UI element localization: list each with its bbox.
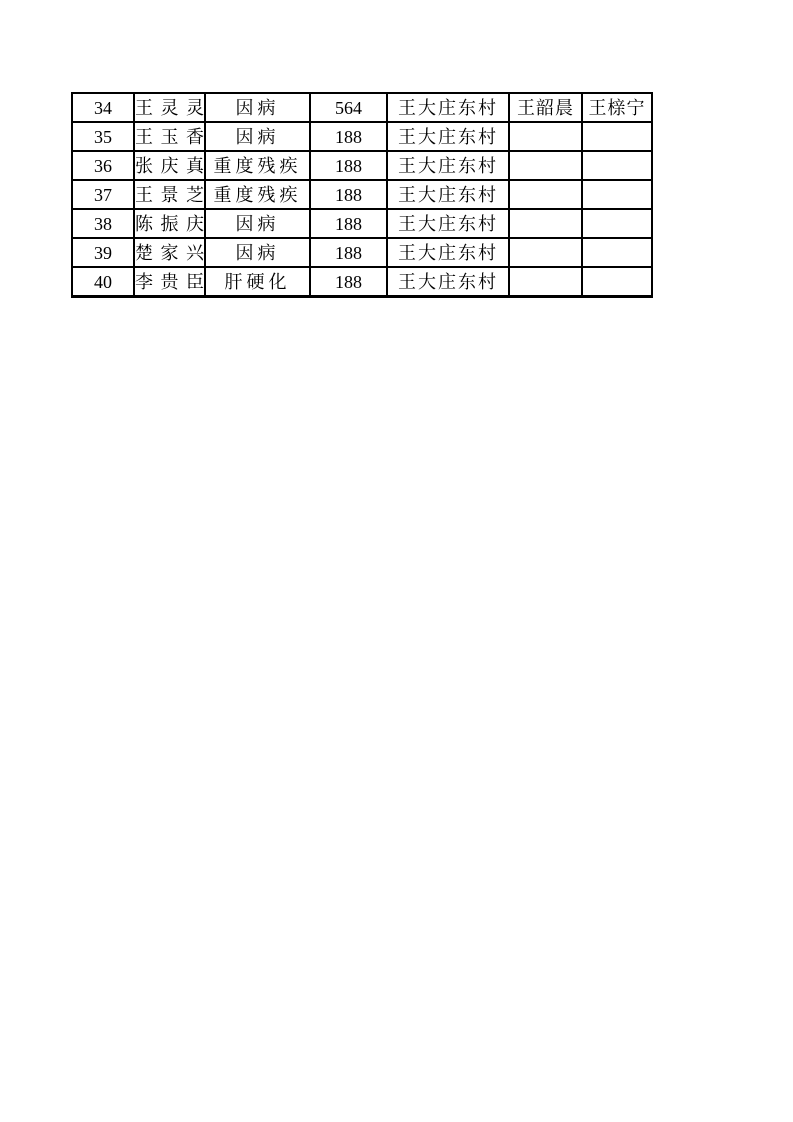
- cell-helper-1: [509, 122, 582, 151]
- cell-village: 王大庄东村: [387, 93, 509, 122]
- cell-helper-1: [509, 267, 582, 297]
- table-row: [72, 238, 652, 267]
- cell-reason: 重度残疾: [205, 151, 310, 180]
- table-row: [72, 267, 652, 297]
- cell-person-name: 李贵臣: [134, 267, 205, 297]
- cell-village: 王大庄东村: [387, 238, 509, 267]
- cell-person-name: 陈振庆: [134, 209, 205, 238]
- cell-village: 王大庄东村: [387, 180, 509, 209]
- cell-amount: 188: [310, 151, 387, 180]
- cell-helper-2: [582, 267, 652, 297]
- cell-reason: 肝硬化: [205, 267, 310, 297]
- cell-helper-2: [582, 238, 652, 267]
- cell-amount: 188: [310, 238, 387, 267]
- cell-helper-1: 王韶晨: [509, 93, 582, 122]
- cell-person-name: 楚家兴: [134, 238, 205, 267]
- cell-reason: 重度残疾: [205, 180, 310, 209]
- cell-village: 王大庄东村: [387, 267, 509, 297]
- cell-amount: 188: [310, 209, 387, 238]
- cell-helper-1: [509, 238, 582, 267]
- cell-row-number: 35: [72, 122, 134, 151]
- table-row: [72, 209, 652, 238]
- cell-amount: 188: [310, 180, 387, 209]
- table-row: [72, 151, 652, 180]
- cell-person-name: 王景芝: [134, 180, 205, 209]
- cell-row-number: 37: [72, 180, 134, 209]
- cell-reason: 因病: [205, 93, 310, 122]
- table-row: [72, 122, 652, 151]
- cell-village: 王大庄东村: [387, 122, 509, 151]
- cell-helper-2: [582, 151, 652, 180]
- cell-row-number: 40: [72, 267, 134, 297]
- cell-village: 王大庄东村: [387, 209, 509, 238]
- assistance-table: [71, 92, 653, 298]
- cell-amount: 188: [310, 122, 387, 151]
- table-row: [72, 93, 652, 122]
- cell-reason: 因病: [205, 122, 310, 151]
- cell-row-number: 36: [72, 151, 134, 180]
- cell-amount: 564: [310, 93, 387, 122]
- cell-helper-1: [509, 209, 582, 238]
- cell-row-number: 39: [72, 238, 134, 267]
- cell-village: 王大庄东村: [387, 151, 509, 180]
- cell-reason: 因病: [205, 209, 310, 238]
- cell-helper-2: [582, 122, 652, 151]
- cell-reason: 因病: [205, 238, 310, 267]
- cell-person-name: 王玉香: [134, 122, 205, 151]
- table-body: [72, 93, 652, 297]
- cell-helper-2: 王榇宁: [582, 93, 652, 122]
- cell-row-number: 38: [72, 209, 134, 238]
- cell-helper-2: [582, 209, 652, 238]
- cell-helper-1: [509, 180, 582, 209]
- cell-person-name: 张庆真: [134, 151, 205, 180]
- cell-person-name: 王灵灵: [134, 93, 205, 122]
- cell-row-number: 34: [72, 93, 134, 122]
- table-row: [72, 180, 652, 209]
- cell-helper-1: [509, 151, 582, 180]
- cell-amount: 188: [310, 267, 387, 297]
- cell-helper-2: [582, 180, 652, 209]
